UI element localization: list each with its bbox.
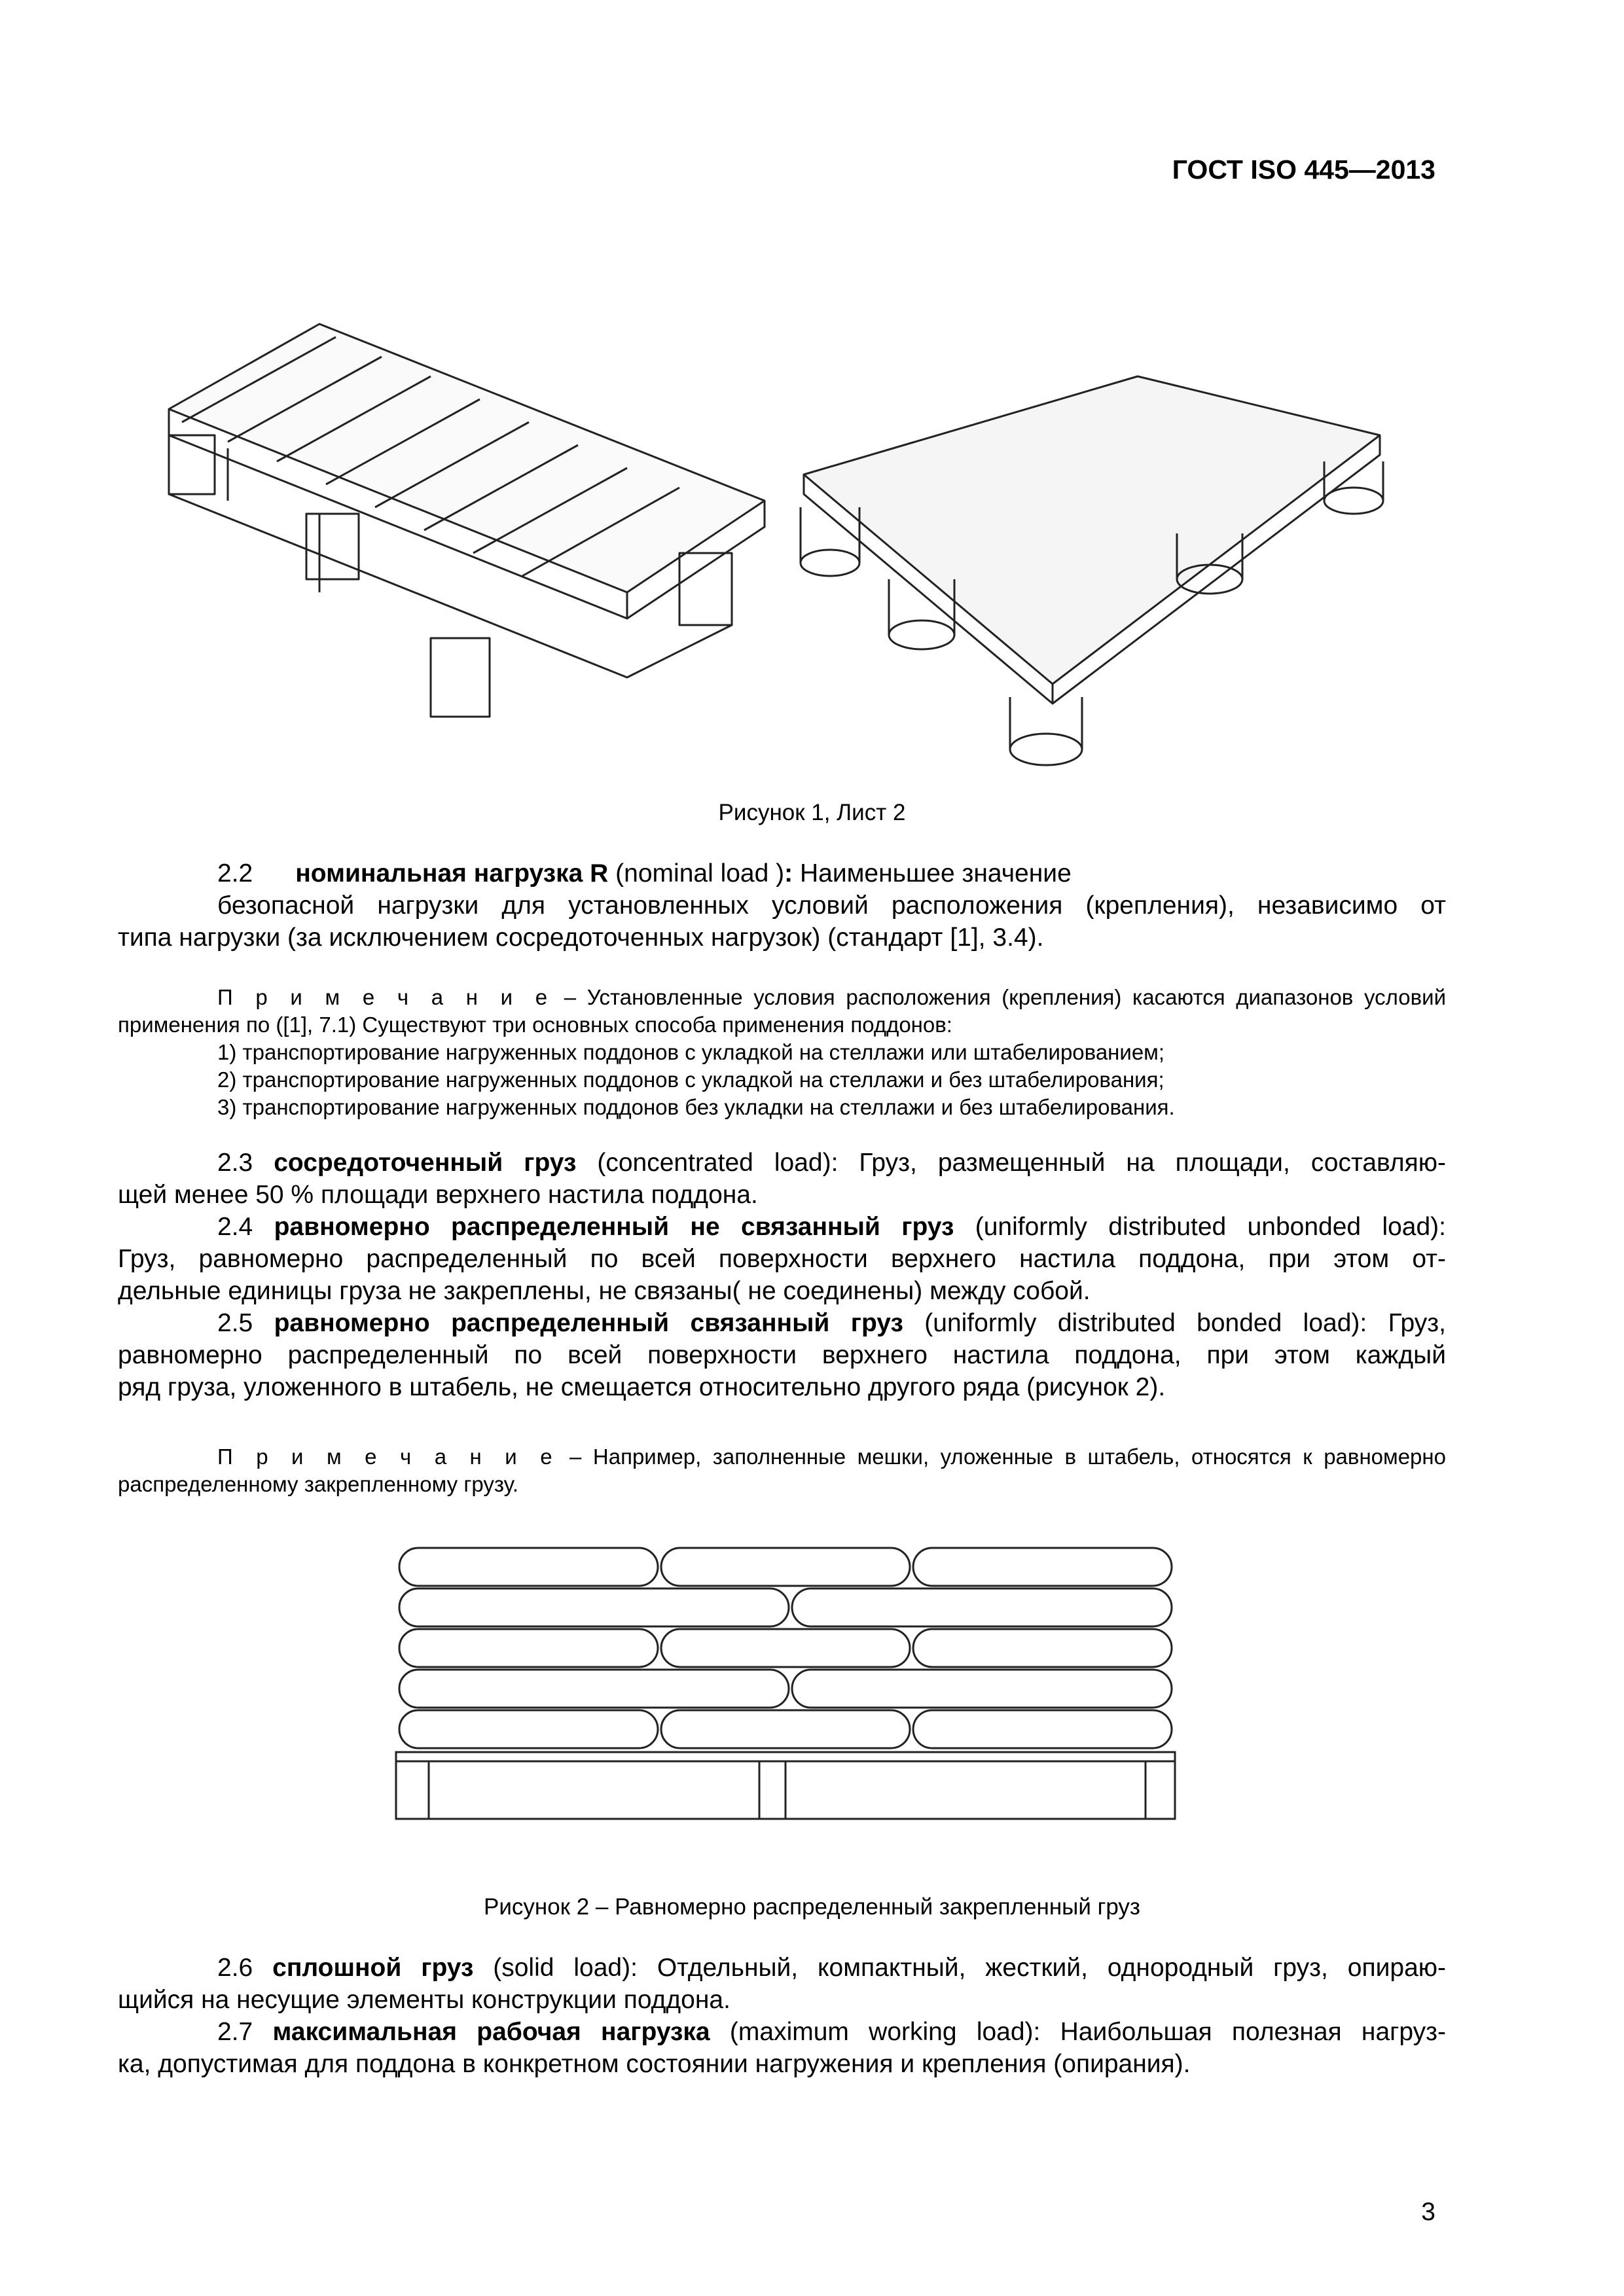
- section-number: 2.4: [217, 1213, 253, 1241]
- definition-line: ка, допустимая для поддона в конкретном состоянии нагружения и крепления (опирания).: [118, 2050, 1191, 2078]
- plastic-pallet-illustration: [801, 376, 1383, 765]
- note-list-item: 1) транспортирование нагруженных поддонов с укладкой на стеллажи или штабелированием;: [217, 1040, 1165, 1064]
- note-text: – Установленные условия расположения (крепления) касаются диапазонов условий: [553, 985, 1447, 1009]
- definition-line: равномерно распределенный по всей поверхности верхнего настила поддона, при этом каждый: [118, 1341, 1446, 1369]
- note-line: применения по ([1], 7.1) Существуют три основных способа применения поддонов:: [118, 1013, 952, 1037]
- definition-line: Груз, равномерно распределенный по всей поверхности верхнего настила поддона, при этом от-: [118, 1245, 1446, 1273]
- section-2-2: [118, 857, 1446, 954]
- section-number: 2.6: [217, 1954, 253, 1982]
- definition-line: типа нагрузки (за исключением сосредоточенных нагрузок) (стандарт [1], 3.4).: [118, 924, 1044, 952]
- note-list-item: 2) транспортирование нагруженных поддонов с укладкой на стеллажи и без штабелирования;: [217, 1067, 1164, 1092]
- term-bold: сплошной груз: [272, 1954, 474, 1982]
- note-line: распределенному закрепленному грузу.: [118, 1472, 518, 1496]
- term-bold: равномерно распределенный связанный груз: [274, 1309, 903, 1337]
- term-english: (nominal load ): [615, 859, 785, 888]
- page-number: 3: [1421, 2198, 1435, 2226]
- figure-2-stacked-bags-drawing: [393, 1541, 1178, 1842]
- definition-line: дельные единицы груза не закреплены, не связаны( не соединены) между собой.: [118, 1277, 1091, 1305]
- term-bold: номинальная нагрузка R: [295, 859, 609, 888]
- note-1: [118, 984, 1446, 1121]
- sections-2-6-to-2-7: [118, 1952, 1446, 2080]
- section-number: 2.7: [217, 2018, 253, 2046]
- definition-text: (solid load): Отдельный, компактный, жесткий, однородный груз, опираю-: [493, 1954, 1446, 1982]
- term-bold: равномерно распределенный не связанный груз: [274, 1213, 954, 1241]
- section-number: 2.2: [217, 859, 253, 888]
- term-bold: сосредоточенный груз: [274, 1149, 577, 1177]
- definition-text: Наименьшее значение: [799, 859, 1072, 888]
- definition-line: безопасной нагрузки для установленных условий расположения (крепления), независимо от: [217, 891, 1446, 920]
- wooden-pallet-illustration: [169, 324, 765, 717]
- sections-2-3-to-2-5: [118, 1147, 1446, 1403]
- definition-text: (uniformly distributed unbonded load):: [975, 1213, 1446, 1241]
- definition-line: ряд груза, уложенного в штабель, не смещается относительно другого ряда (рисунок 2).: [118, 1373, 1166, 1401]
- note-2: [118, 1443, 1446, 1498]
- document-code-header: ГОСТ ISO 445—2013: [1172, 154, 1435, 185]
- figure-2-caption: Рисунок 2 – Равномерно распределенный закрепленный груз: [484, 1894, 1140, 1920]
- note-list-item: 3) транспортирование нагруженных поддонов без укладки на стеллажи и без штабелирования.: [217, 1095, 1175, 1119]
- section-number: 2.5: [217, 1309, 253, 1337]
- figure-1-caption: Рисунок 1, Лист 2: [718, 800, 906, 825]
- definition-line: щийся на несущие элементы конструкции поддона.: [118, 1986, 731, 2014]
- definition-text: (uniformly distributed bonded load): Груз,: [924, 1309, 1447, 1337]
- note-label: П р и м е ч а н и е: [217, 1444, 558, 1469]
- section-number: 2.3: [217, 1149, 253, 1177]
- note-label: П р и м е ч а н и е: [217, 985, 554, 1009]
- note-text: – Например, заполненные мешки, уложенные в штабель, относятся к равномерно: [558, 1444, 1446, 1469]
- term-bold: максимальная рабочая нагрузка: [272, 2018, 710, 2046]
- colon: :: [784, 859, 793, 888]
- figure-1-pallets-drawing: [156, 226, 1426, 782]
- definition-text: (maximum working load): Наибольшая полезная нагруз-: [729, 2018, 1447, 2046]
- definition-text: (concentrated load): Груз, размещенный на площади, составляю-: [597, 1149, 1446, 1177]
- definition-line: щей менее 50 % площади верхнего настила поддона.: [118, 1181, 758, 1209]
